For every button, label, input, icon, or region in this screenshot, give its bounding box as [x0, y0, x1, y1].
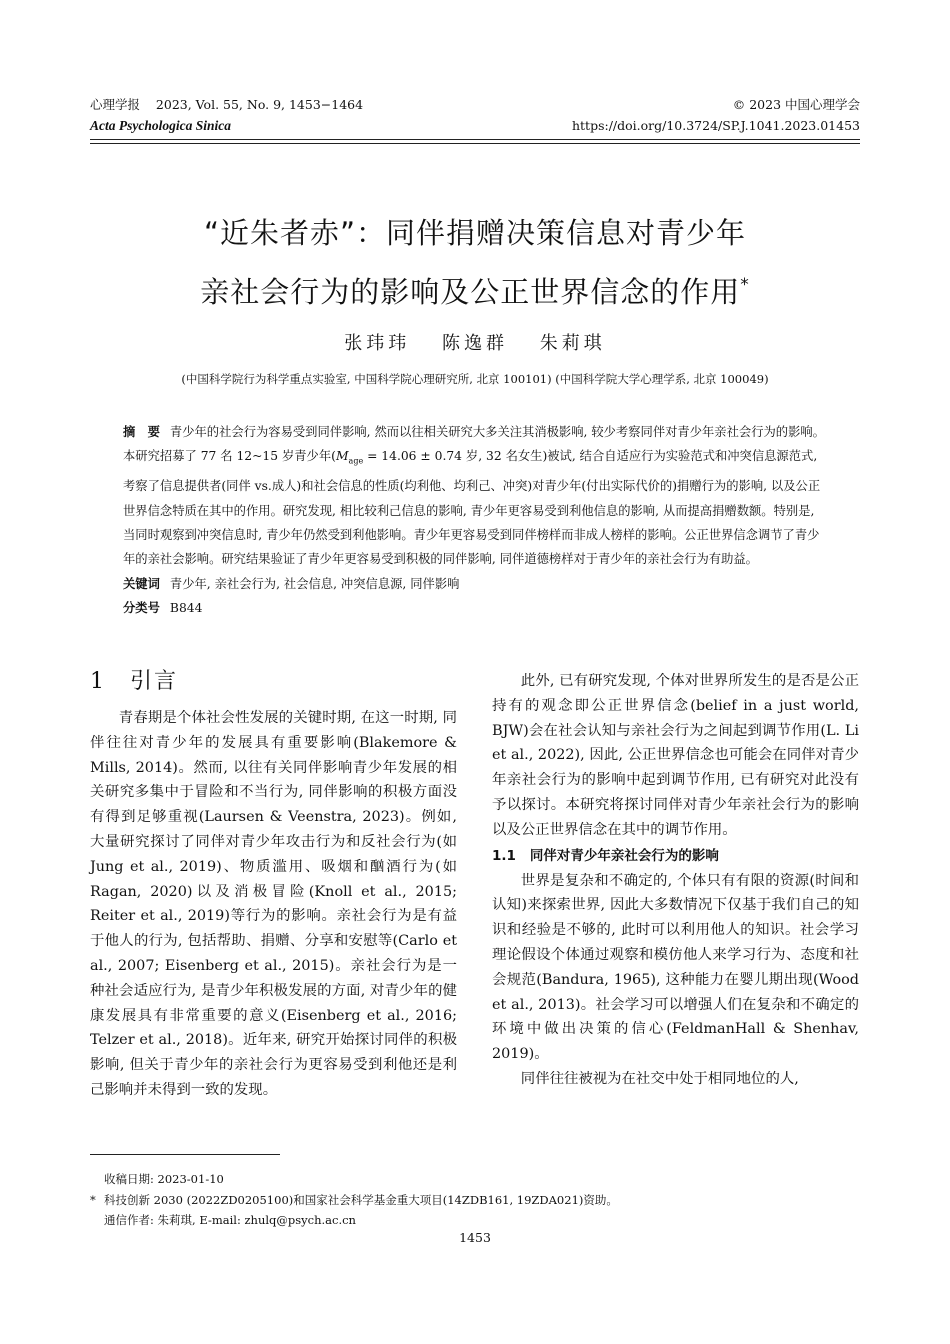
footnote-rule — [90, 1154, 280, 1155]
author-list: 张玮玮 陈逸群 朱莉琪 — [344, 333, 606, 354]
subsection-heading — [492, 843, 859, 869]
subsection-title: 同伴对青少年亲社会行为的影响 — [529, 847, 719, 864]
header-rule-top — [90, 139, 860, 140]
right-column — [492, 669, 859, 1092]
subsection-number: 1.1 — [492, 847, 516, 864]
section-title: 引言 — [130, 669, 179, 694]
classification-value: B844 — [169, 601, 203, 616]
title-footnote-mark: * — [740, 275, 750, 295]
classification-line — [123, 596, 828, 620]
page-number: 1453 — [459, 1230, 491, 1245]
funding-mark: * — [90, 1192, 96, 1207]
copyright: © 2023 中国心理学会 — [732, 97, 860, 112]
running-header-right — [572, 94, 860, 136]
footnotes — [90, 1169, 618, 1231]
keywords: 青少年, 亲社会行为, 社会信息, 冲突信息源, 同伴影响 — [169, 576, 460, 591]
abstract-block — [123, 420, 828, 621]
section-heading — [90, 664, 178, 695]
citation: 2023, Vol. 55, No. 9, 1453−1464 — [155, 97, 364, 112]
classification-label: 分类号 — [123, 601, 160, 616]
running-header-left — [90, 94, 363, 136]
keywords-line — [123, 572, 828, 596]
left-column — [90, 706, 457, 1103]
body-paragraph: 此外, 已有研究发现, 个体对世界所发生的是否是公正持有的观念即公正世界信念(belief in a just world, BJW)会在社会认知与亲社会行为之间起到调节作用(L. Li et al., 2022), 因此, 公正世界信念也可能会在同伴对青少年亲社会行为的影响中起到调节作用, 已有研究对此没有予以探讨。本研究将探讨同伴对青少年亲社会行为的影响以及公正世界信念在其中的调节作用。 — [492, 673, 859, 838]
body-paragraph: 世界是复杂和不确定的, 个体只有有限的资源(时间和认知)来探索世界, 因此大多数情况下仅基于我们自己的知识和经验是不够的, 此时可以利用他人的知识。社会学习理论假设个体通过观察和模仿他人来学习行为、态度和社会规范(Bandura, 1965), 这种能力在婴儿期出现(Wood et al., 2013)。社会学习可以增强人们在复杂和不确定的环境中做出决策的信心(FeldmanHall & Shenhav, 2019)。 — [492, 872, 859, 1063]
abstract-paragraph — [123, 420, 828, 572]
affiliation: (中国科学院行为科学重点实验室, 中国科学院心理研究所, 北京 100101) (中国科学院大学心理学系, 北京 100049) — [181, 372, 769, 386]
paper-title — [90, 207, 860, 318]
journal-name-en: Acta Psychologica Sinica — [90, 118, 231, 133]
doi-link[interactable]: https://doi.org/10.3724/SP.J.1041.2023.01453 — [571, 118, 860, 133]
journal-citation-line — [90, 94, 363, 115]
funding-note — [90, 1190, 618, 1211]
funding-text: 科技创新 2030 (2022ZD0205100)和国家社会科学基金重大项目(14ZDB161, 19ZDA021)资助。 — [104, 1192, 618, 1207]
body-paragraph: 青春期是个体社会性发展的关键时期, 在这一时期, 同伴往往对青少年的发展具有重要影响(Blakemore & Mills, 2014)。然而, 以往有关同伴影响青少年发展的相关研究多集中于冒险和不当行为, 同伴影响的积极方面没有得到足够重视(Laursen & Veenstra, 2023)。例如, 大量研究探讨了同伴对青少年攻击行为和反社会行为(如 Jung et al., 2019)、物质滥用、吸烟和酗酒行为(如 Ragan, 2020)以及消极冒险(Knoll et al., 2015; Reiter et al., 2019)等行为的影响。亲社会行为是有益于他人的行为, 包括帮助、捐赠、分享和安慰等(Carlo et al., 2007; Eisenberg et al., 2015)。亲社会行为是一种社会适应行为, 是青少年积极发展的方面, 对青少年的健康发展具有非常重要的意义(Eisenberg et al., 2016; Telzer et al., 2018)。近年来, 研究开始探讨同伴的积极影响, 但关于青少年的亲社会行为更容易受到利他还是利己影响并未得到一致的发现。 — [90, 710, 457, 1098]
abstract-text-before: 青少年的社会行为容易受到同伴影响, 然而以往相关研究大多关注其消极影响, 较少考察同伴对青少年亲社会行为的影响。本研究招募了 77 名 12~15 岁青少年( — [123, 425, 825, 464]
corresponding-author: 通信作者: 朱莉琪, E-mail: zhulq@psych.ac.cn — [104, 1213, 356, 1227]
title-line-2 — [90, 259, 860, 318]
title-line-2-text: 亲社会行为的影响及公正世界信念的作用 — [200, 275, 741, 309]
body-paragraph: 同伴往往被视为在社交中处于相同地位的人, — [520, 1070, 799, 1087]
header-rule-bottom — [90, 143, 860, 144]
section-number: 1 — [90, 669, 106, 694]
keywords-label: 关键词 — [123, 576, 160, 591]
journal-name-cn: 心理学报 — [90, 97, 141, 112]
abstract-text-after: = 14.06 ± 0.74 岁, 32 名女生)被试, 结合自适应行为实验范式和冲突信息源范式, 考察了信息提供者(同伴 vs.成人)和社会信息的性质(均利他、均利己、冲突)对青少年(付出实际代价的)捐赠行为的影响, 以及公正世界信念特质在其中的作用。研究发现, 相比较利己信息的影响, 青少年更容易受到利他信息的影响, 从而提高捐赠数额。特别是, 当同时观察到冲突信息时, 青少年仍然受到利他影响。青少年更容易受到同伴榜样而非成人榜样的影响。公正世界信念调节了青少年的亲社会影响。研究结果验证了青少年更容易受到积极的同伴影响, 同伴道德榜样对于青少年的亲社会行为有助益。 — [123, 449, 821, 567]
m-subscript: age — [348, 456, 364, 466]
m-symbol: M — [335, 449, 349, 464]
title-line-1: “近朱者赤”：同伴捐赠决策信息对青少年 — [203, 216, 747, 250]
received-date: 收稿日期: 2023-01-10 — [104, 1172, 224, 1186]
abstract-label: 摘 要 — [123, 425, 160, 439]
